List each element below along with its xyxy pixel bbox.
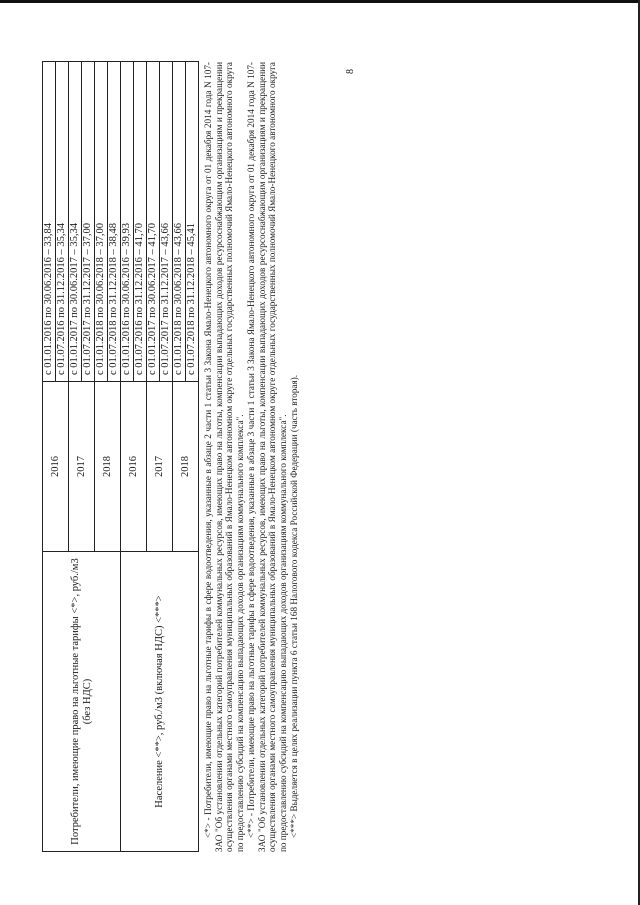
table-row <box>121 62 134 852</box>
tariff-value: с 01.07.2016 по 31.12.2016 – 35,34 <box>56 62 69 382</box>
year-cell: 2016 <box>121 382 147 552</box>
page-number: 8 <box>345 69 356 74</box>
year-cell: 2017 <box>69 382 95 552</box>
tariff-value: с 01.07.2018 по 31.12.2018 – 38,48 <box>108 62 121 382</box>
tariff-value: с 01.07.2017 по 31.12.2017 – 43,66 <box>160 62 173 382</box>
tariff-value: с 01.01.2017 по 30.06.2017 – 41,70 <box>147 62 160 382</box>
footnote: <**> - Потребители, имеющие право на льготные тарифы в сфере водоотведения, указанные в абзаце 3 части 1 статьи 3 Закона Ямало-Ненецкого автономного округа от 01 декабря 2014 года N 107-ЗАО "Об установлении отдельных категорий потребителей коммунальных ресурсов, имеющих право на льготы, компенсации выпадающих доходов ресурсоснабжающим организациям и прекращении осуществления органами местного самоуправления муниципальных образований в Ямало-Ненецком автономном округе отдельных государственных полномочий Ямало-Ненецкого автономного округа по предоставлению субсидий на компенсацию выпадающих доходов организациям коммунального комплекса". <box>245 62 288 852</box>
rotated-page <box>42 62 372 852</box>
tariff-table <box>42 61 199 852</box>
tariff-value: с 01.01.2017 по 30.06.2017 – 35,34 <box>69 62 82 382</box>
tariff-value: с 01.07.2018 по 31.12.2018 – 45,41 <box>186 62 199 382</box>
category-label: Потребители, имеющие право на льготные тарифы <*>, руб./м3 (без НДС) <box>43 552 121 852</box>
year-cell: 2017 <box>147 382 173 552</box>
footnote: <***> Выделяется в целях реализации пункта 6 статьи 168 Налогового кодекса Российской Федерации (часть вторая). <box>288 374 299 838</box>
scan-top-edge <box>0 0 640 3</box>
tariff-value: с 01.01.2018 по 30.06.2018 – 43,66 <box>173 62 186 382</box>
category-label: Население <**>, руб./м3 (включая НДС) <***> <box>121 552 199 852</box>
year-cell: 2018 <box>173 382 199 552</box>
tariff-value: с 01.01.2016 по 30.06.2016 – 39,93 <box>121 62 134 382</box>
footnote: <*> - Потребители, имеющие право на льготные тарифы в сфере водоотведения, указанные в абзаце 2 части 1 статьи 3 Закона Ямало-Ненецкого автономного округа от 01 декабря 2014 года N 107-ЗАО "Об установлении отдельных категорий потребителей коммунальных ресурсов, имеющих право на льготы, компенсации выпадающих доходов ресурсоснабжающим организациям и прекращении осуществления органами местного самоуправления муниципальных образований в Ямало-Ненецком автономном округе отдельных государственных полномочий Ямало-Ненецкого автономного округа по предоставлению субсидий на компенсацию выпадающих доходов организациям коммунального комплекса". <box>203 62 246 852</box>
year-cell: 2016 <box>43 382 69 552</box>
tariff-value: с 01.07.2017 по 31.12.2017 – 37,00 <box>82 62 95 382</box>
tariff-value: с 01.01.2016 по 30.06.2016 – 33,84 <box>43 62 56 382</box>
year-cell: 2018 <box>95 382 121 552</box>
tariff-value: с 01.01.2018 по 30.06.2018 – 37,00 <box>95 62 108 382</box>
tariff-value: с 01.07.2016 по 31.12.2016 – 41,70 <box>134 62 147 382</box>
table-row <box>43 62 56 852</box>
footnotes <box>203 62 299 852</box>
